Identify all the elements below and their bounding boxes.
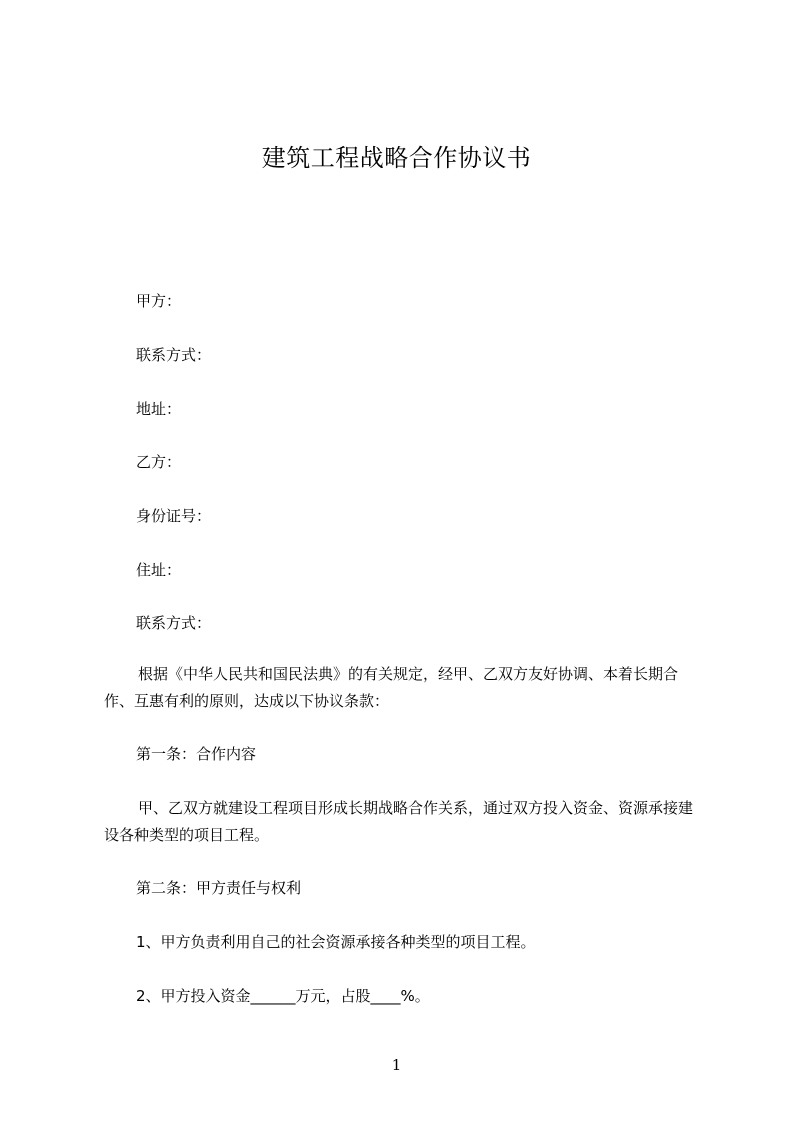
article2-heading: 第二条：甲方责任与权利 bbox=[136, 879, 302, 897]
article1-body: 甲、乙双方就建设工程项目形成长期战略合作关系，通过双方投入资金、资源承接建设各种类型的项目工程。 bbox=[104, 799, 694, 844]
party-b-residence-label: 住址： bbox=[136, 561, 182, 579]
party-b-contact-label: 联系方式： bbox=[136, 614, 212, 632]
party-a-label: 甲方： bbox=[136, 292, 182, 310]
article1-heading: 第一条：合作内容 bbox=[136, 745, 257, 763]
party-b-label: 乙方： bbox=[136, 453, 182, 471]
article2-item2: 2、甲方投入资金______万元，占股____%。 bbox=[136, 987, 430, 1005]
party-a-contact-label: 联系方式： bbox=[136, 346, 212, 364]
document-title: 建筑工程战略合作协议书 bbox=[261, 144, 532, 172]
article2-item1: 1、甲方负责利用自己的社会资源承接各种类型的项目工程。 bbox=[136, 933, 536, 951]
party-b-id-label: 身份证号： bbox=[136, 507, 212, 525]
party-a-address-label: 地址： bbox=[136, 400, 182, 418]
page-number: 1 bbox=[391, 1056, 402, 1074]
preamble-paragraph: 根据《中华人民共和国民法典》的有关规定，经甲、乙双方友好协调、本着长期合作、互惠有利的原则，达成以下协议条款： bbox=[104, 665, 679, 710]
